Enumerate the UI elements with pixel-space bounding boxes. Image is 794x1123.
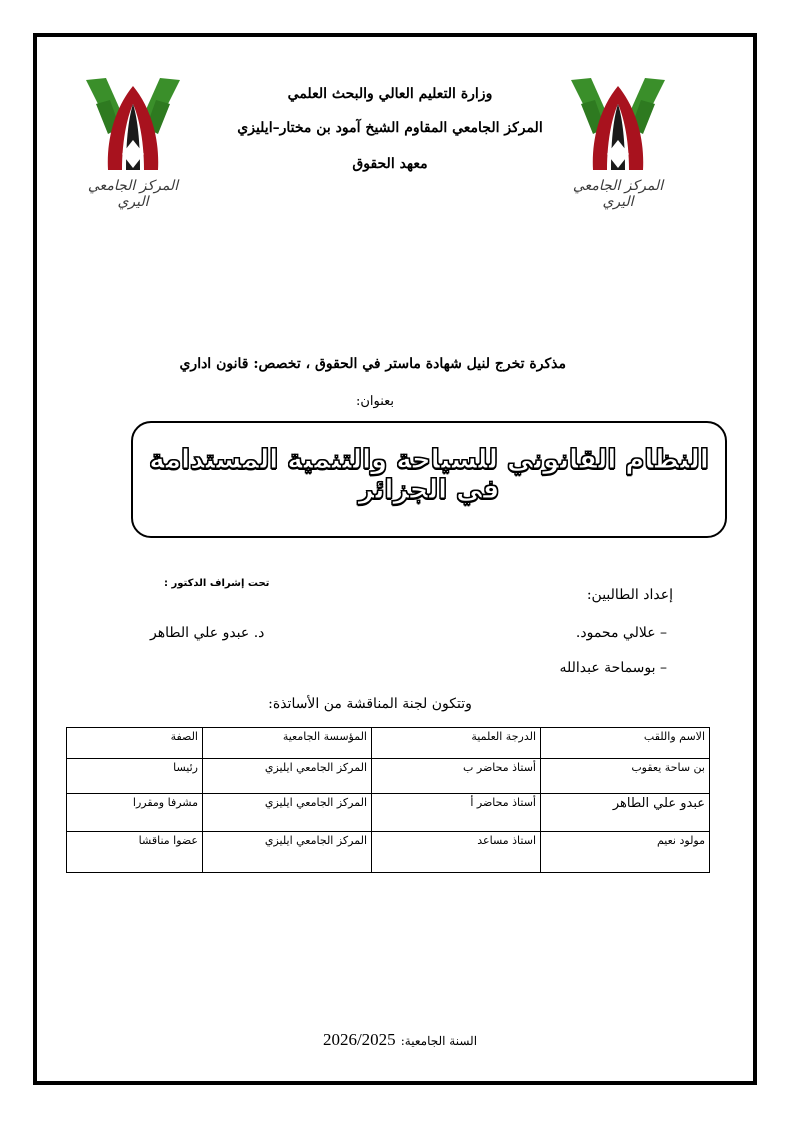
header-name: الاسم واللقب [541,728,710,759]
member-grade: استاذ مساعد [372,832,541,873]
member-grade: أستاذ محاضر أ [372,794,541,832]
student-name-1: – علالي محمود. [575,625,667,641]
header-institution: المؤسسة الجامعية [203,728,372,759]
member-institution: المركز الجامعي ايليزي [203,794,372,832]
member-role: مشرفا ومقررا [67,794,203,832]
table-row [67,759,710,794]
logo-caption: المركز الجامعي اليري [87,178,179,210]
memo-description: مذكرة تخرج لنيل شهادة ماستر في الحقوق ، تخصص: قانون اداري [179,356,566,372]
year-value: 2026/2025 [322,1030,396,1049]
title-label: بعنوان: [355,394,395,409]
member-name: مولود نعيم [541,832,710,873]
institute-name: معهد الحقوق [352,156,428,172]
students-label: إعداد الطالبين: [586,587,673,603]
header-grade: الدرجة العلمية [372,728,541,759]
supervisor-name: د. عبدو علي الطاهر [150,625,265,641]
academic-year [300,1030,500,1050]
jury-intro: وتتكون لجنة المناقشة من الأساتذة: [268,696,472,712]
memo-title: النظام القانوني للسياحة والتنمية المستدامة في الجزائر [149,445,709,505]
member-grade: أستاذ محاضر ب [372,759,541,794]
table-header-row [67,728,710,759]
member-institution: المركز الجامعي ايليزي [203,759,372,794]
logo-emblem-icon [78,74,188,178]
member-institution: المركز الجامعي ايليزي [203,832,372,873]
header-role: الصفة [67,728,203,759]
member-role: عضوا مناقشا [67,832,203,873]
supervisor-label: تحت إشراف الدكتور : [164,578,270,589]
center-name: المركز الجامعي المقاوم الشيخ آمود بن مختار–ايليزي [237,120,543,136]
member-role: رئيسا [67,759,203,794]
member-name: بن ساحة يعقوب [541,759,710,794]
table-row [67,794,710,832]
table-row [67,832,710,873]
member-name: عبدو علي الطاهر [541,794,710,832]
student-name-2: – بوسماحة عبدالله [559,660,667,676]
ministry-name: وزارة التعليم العالي والبحث العلمي [287,86,493,102]
university-logo-left [78,74,188,210]
logo-caption: المركز الجامعي اليري [572,178,664,210]
jury-table [66,727,710,873]
year-label: السنة الجامعية: [400,1034,478,1048]
title-box [131,421,727,538]
